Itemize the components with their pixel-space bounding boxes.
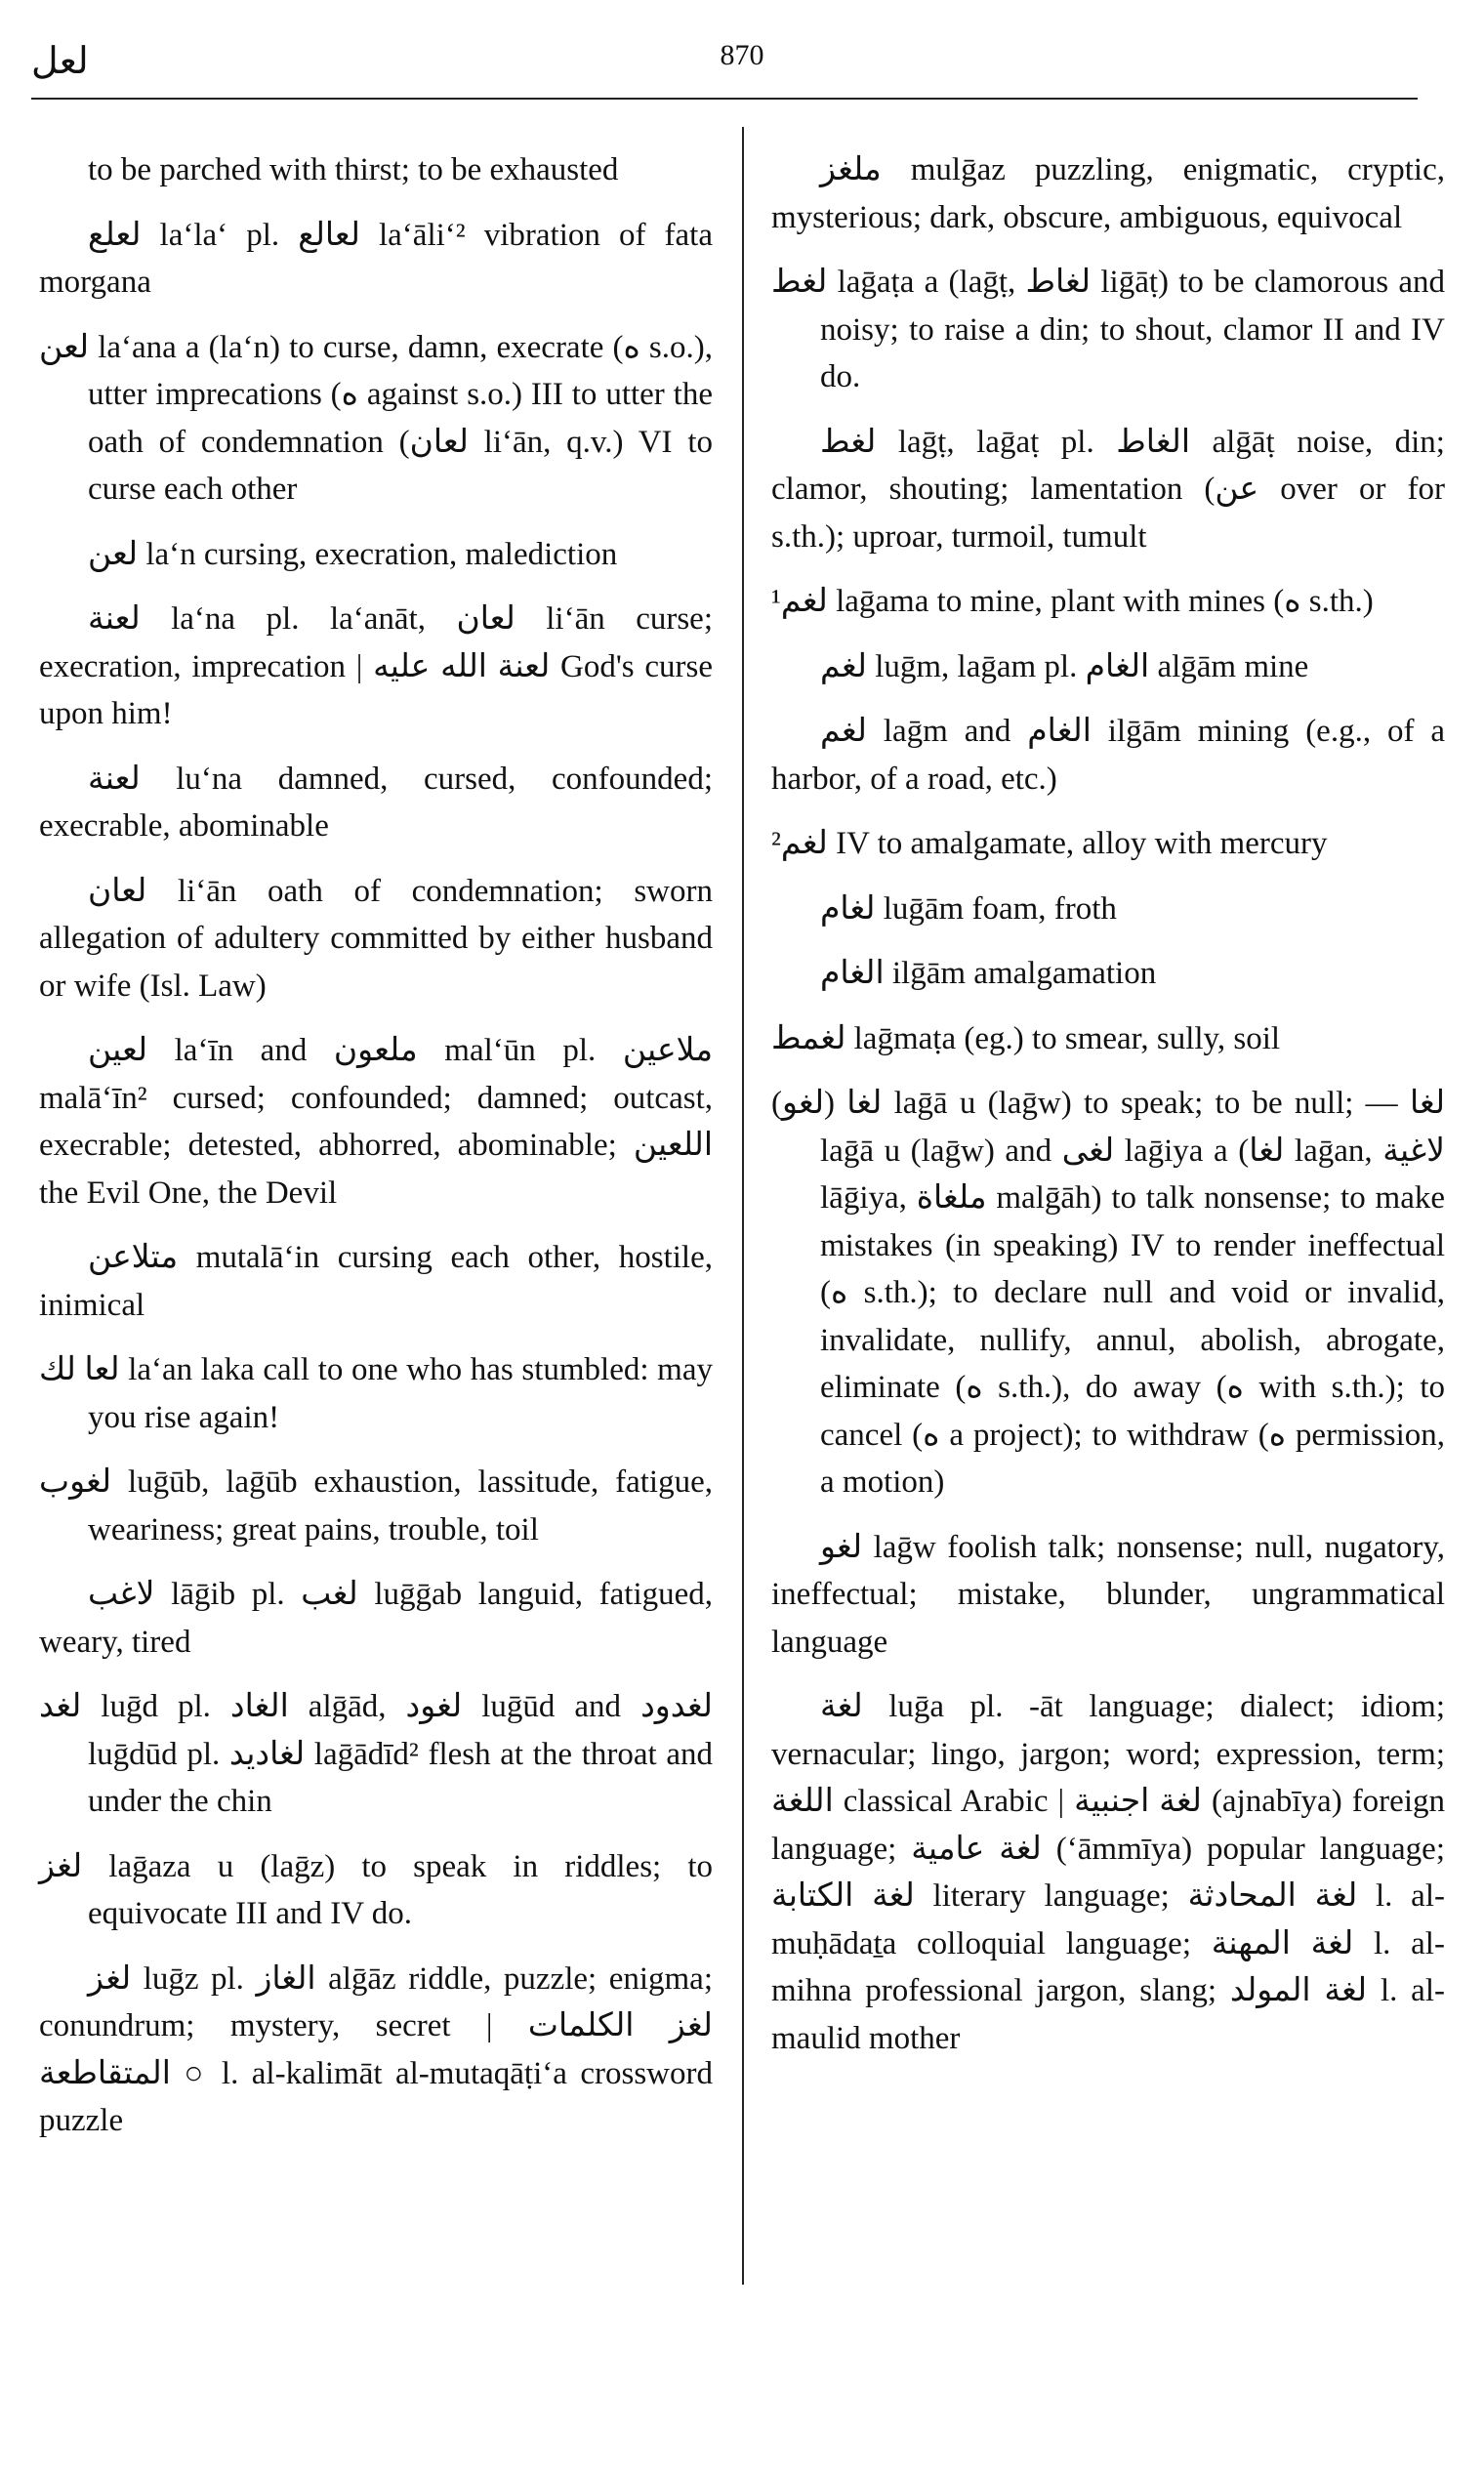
dictionary-entry: لغد luḡd pl. الغاد alḡād, لغود luḡūd and لغدود luḡdūd pl. لغاديد laḡādīd² flesh at the throat and under the chin [39,1689,713,1819]
dictionary-entry: ²لغم IV to amalgamate, alloy with mercury [771,826,1328,861]
dictionary-entry: لغمط laḡmaṭa (eg.) to smear, sully, soil [771,1020,1281,1056]
running-head-word: لعل [31,41,89,82]
dictionary-subentry: لعين la‘īn and ملعون mal‘ūn pl. ملاعين malā‘īn² cursed; confounded; damned; outcast, execrable; detested, abhorred, abominable; اللعين the Evil One, the Devil [39,1033,713,1211]
dictionary-entry: لغا (لغو) laḡā u (laḡw) to speak; to be null; — لغا laḡā u (laḡw) and لغى laḡiya a (لغا laḡan, لاغية lāḡiya, ملغاة malḡāh) to talk nonsense; to make mistakes (in speaking) IV to render ineffectual (ه s.th.); to declare null and void or invalid, invalidate, nullify, annul, abolish, abrogate, eliminate (ه s.th.), do away (ه with s.th.); to cancel (ه a project); to withdraw (ه permission, a motion) [771,1086,1446,1500]
dictionary-subentry: لغام luḡām foam, froth [820,890,1117,927]
dictionary-subentry: لغز luḡz pl. الغاز alḡāz riddle, puzzle; enigma; conundrum; mystery, secret | لغز الكلمات المتقاطعة ○ l. al-kalimāt al-mutaqāṭi‘a crossword puzzle [39,1960,713,2138]
page-number: 870 [720,39,764,71]
page-header [0,0,1484,98]
dictionary-subentry: to be parched with thirst; to be exhausted [88,152,619,187]
dictionary-subentry: لعن la‘n cursing, execration, malediction [88,536,618,572]
dictionary-subentry: لغم laḡm and الغام ilḡām mining (e.g., of a harbor, of a road, etc.) [771,714,1445,797]
dictionary-subentry: لعنة lu‘na damned, cursed, confounded; execrable, abominable [39,761,713,844]
dictionary-entry: لغط laḡaṭa a (laḡṭ, لغاط liḡāṭ) to be clamorous and noisy; to raise a din; to shout, clamor II and IV do. [771,265,1445,394]
left-column [39,146,713,2163]
dictionary-subentry: لغط laḡṭ, laḡaṭ pl. الغاط alḡāṭ noise, din; clamor, shouting; lamentation (عن over or for s.th.); uproar, turmoil, tumult [771,424,1445,555]
header-rule [31,98,1418,100]
dictionary-entry: لعا لك la‘an laka call to one who has stumbled: may you rise again! [39,1352,713,1435]
column-divider [742,127,744,2285]
dictionary-entry: لغز laḡaza u (laḡz) to speak in riddles; to equivocate III and IV do. [39,1848,713,1931]
dictionary-subentry: متلاعن mutalā‘in cursing each other, hostile, inimical [39,1240,713,1323]
dictionary-subentry: لعان li‘ān oath of condemnation; sworn allegation of adultery committed by either husband or wife (Isl. Law) [39,873,713,1004]
dictionary-subentry: لعنة la‘na pl. la‘anāt, لعان li‘ān curse; execration, imprecation | لعنة الله عليه God's curse upon him! [39,601,713,731]
dictionary-subentry: لغو laḡw foolish talk; nonsense; null, nugatory, ineffectual; mistake, blunder, ungrammatical language [771,1529,1445,1660]
dictionary-entry: ¹لغم laḡama to mine, plant with mines (ه s.th.) [771,584,1374,619]
dictionary-subentry: الغام ilḡām amalgamation [820,956,1157,991]
dictionary-subentry: لعلع la‘la‘ pl. لعالع la‘āli‘² vibration of fata morgana [39,217,713,300]
dictionary-entry: لغوب luḡūb, laḡūb exhaustion, lassitude, fatigue, weariness; great pains, trouble, toil [39,1464,713,1547]
dictionary-subentry: لاغب lāḡib pl. لغب luḡḡab languid, fatigued, weary, tired [39,1577,714,1660]
dictionary-subentry: ملغز mulḡaz puzzling, enigmatic, cryptic, mysterious; dark, obscure, ambiguous, equivocal [771,152,1445,235]
right-column [771,146,1445,2080]
dictionary-entry: لعن la‘ana a (la‘n) to curse, damn, execrate (ه s.o.), utter imprecations (ه against s.o.) III to utter the oath of condemnation (لعان li‘ān, q.v.) VI to curse each other [39,329,713,507]
dictionary-subentry: لغم luḡm, laḡam pl. الغام alḡām mine [820,648,1309,684]
dictionary-subentry: لغة luḡa pl. -āt language; dialect; idiom; vernacular; lingo, jargon; word; expression, term; اللغة classical Arabic | لغة اجنبية (ajnabīya) foreign language; لغة عامية (‘āmmīya) popular language; لغة الكتابة literary language; لغة المحادثة l. al-muḥādaṯa colloquial language; لغة المهنة l. al-mihna professional jargon, slang; لغة المولد l. al-maulid mother [771,1689,1445,2056]
